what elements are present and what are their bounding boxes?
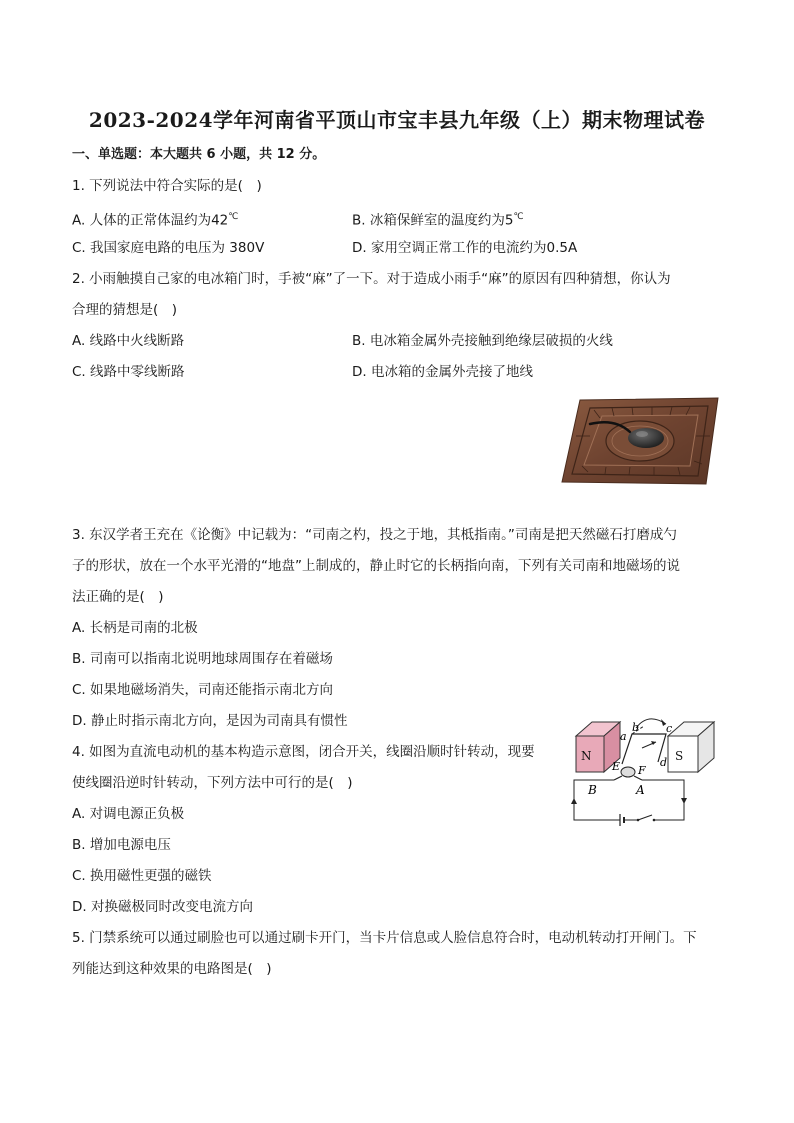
switch-pivot [637,819,640,822]
label-s: S [675,749,684,763]
q4-option-b: B. 增加电源电压 [72,837,171,853]
page-title: 2023-2024学年河南省平顶山市宝丰县九年级（上）期末物理试卷 [88,108,706,132]
label-e: E [612,760,621,773]
section-heading: 一、单选题：本大题共 6 小题，共 12 分。 [72,147,326,162]
q4-option-c: C. 换用磁性更强的磁铁 [72,868,212,884]
label-big-b: B [588,783,597,797]
label-d: d [660,756,668,769]
q3-stem-line1: 3. 东汉学者王充在《论衡》中记载为：“司南之杓，投之于地，其柢指南。”司南是把天然磁石打磨成勺 [72,527,677,543]
q4-option-a: A. 对调电源正负极 [72,806,185,822]
q3-option-d: D. 静止时指示南北方向，是因为司南具有惯性 [72,713,348,729]
current-arrow-right [681,798,687,804]
label-big-a: A [636,783,645,797]
q3-option-a: A. 长柄是司南的北极 [72,620,198,636]
q3-option-b: B. 司南可以指南北说明地球周围存在着磁场 [72,651,333,667]
q1-option-d: D. 家用空调正常工作的电流约为0.5A [352,240,578,256]
q3-stem-line2: 子的形状，放在一个水平光滑的“地盘”上制成的，静止时它的长柄指向南，下列有关司南和地磁场的说 [72,558,680,574]
q4-stem-line1: 4. 如图为直流电动机的基本构造示意图，闭合开关，线圈沿顺时针转动，现要 [72,744,535,760]
q2-option-b: B. 电冰箱金属外壳接触到绝缘层破损的火线 [352,333,613,349]
label-n: N [581,749,592,763]
circuit-wire-right [642,780,684,820]
q3-option-c: C. 如果地磁场消失，司南还能指示南北方向 [72,682,334,698]
dc-motor-diagram [566,714,726,826]
q1-option-a-unit: ℃ [228,212,239,222]
switch-blade [638,815,652,820]
q1-option-b-text: B. 冰箱保鲜室的温度约为5 [352,212,514,229]
q2-option-d: D. 电冰箱的金属外壳接了地线 [352,364,533,380]
force-arrowhead [651,741,656,745]
label-a: a [620,730,627,743]
q1-option-c: C. 我国家庭电路的电压为 380V [72,240,265,256]
q5-stem-line1: 5. 门禁系统可以通过刷脸也可以通过刷卡开门，当卡片信息或人脸信息符合时，电动机转动打开闸门。下 [72,930,697,946]
commutator [621,767,635,777]
label-b: b [632,721,640,734]
q2-stem-line1: 2. 小雨触摸自己家的电冰箱门时，手被“麻”了一下。对于造成小雨手“麻”的原因有四种猜想，你认为 [72,271,671,287]
q4-option-d: D. 对换磁极同时改变电流方向 [72,899,253,915]
q4-stem-line2: 使线圈沿逆时针转动，下列方法中可行的是( ) [72,775,353,791]
q1-option-b-unit: ℃ [513,212,524,222]
q2-stem-line2: 合理的猜想是( ) [72,302,178,318]
switch-contact [653,819,656,822]
label-f: F [638,764,646,777]
q1-option-a-text: A. 人体的正常体温约为42 [72,212,229,229]
current-arrow-left [571,798,577,804]
brush-b [614,776,622,780]
q2-option-c: C. 线路中零线断路 [72,364,185,380]
label-c: c [666,722,673,735]
q2-option-a: A. 线路中火线断路 [72,333,185,349]
q5-stem-line2: 列能达到这种效果的电路图是( ) [72,961,272,977]
sinan-compass-icon [560,396,720,486]
q1-stem: 1. 下列说法中符合实际的是( ) [72,178,262,194]
q3-stem-line3: 法正确的是( ) [72,589,164,605]
sinan-compass-image [560,396,720,486]
q1-option-a [72,208,238,230]
q1-option-b [352,208,524,230]
